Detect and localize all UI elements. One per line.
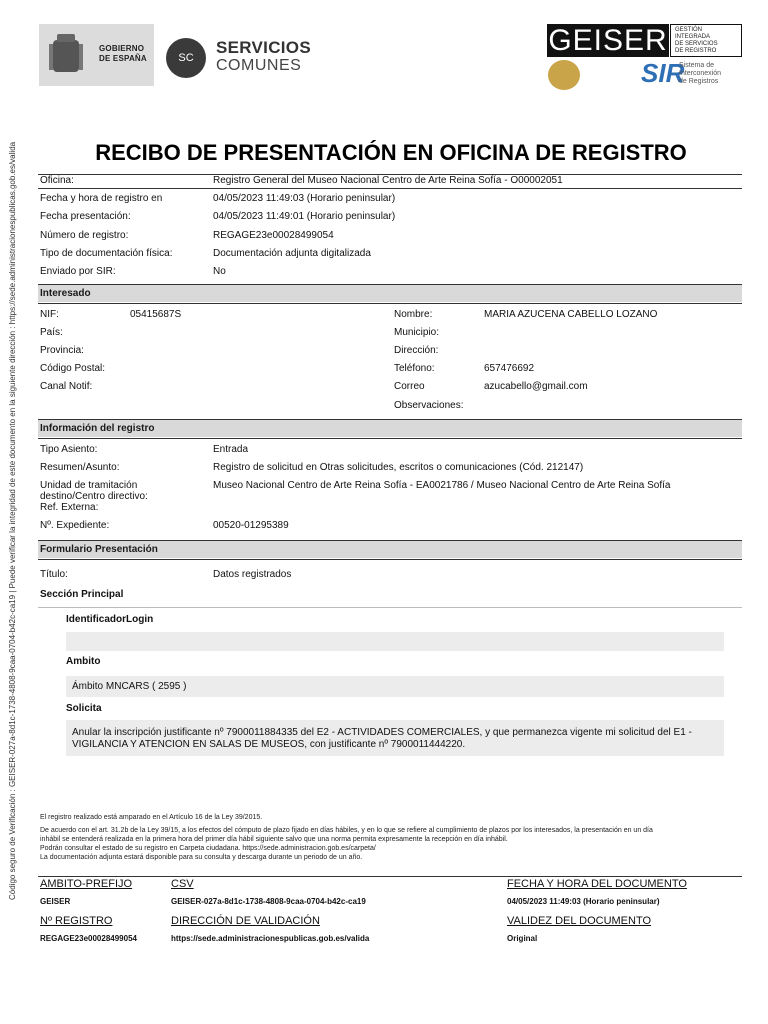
- section-interesado: Interesado: [38, 284, 742, 302]
- interesado-value: azucabello@gmail.com: [484, 381, 588, 392]
- registro-label: Fecha presentación:: [40, 211, 131, 222]
- footer-value: Original: [507, 934, 538, 943]
- footer-heading: CSV: [171, 878, 194, 890]
- legal-text: El registro realizado está amparado en el Artículo 16 de la Ley 39/2015.: [40, 814, 263, 821]
- gobierno-text: GOBIERNO DE ESPAÑA: [99, 44, 147, 63]
- page-title: RECIBO DE PRESENTACIÓN EN OFICINA DE REGISTRO: [95, 140, 687, 165]
- geiser-subtitle: GESTIÓN INTEGRADA DE SERVICIOS DE REGISTRO: [670, 24, 742, 57]
- field-value: Ámbito MNCARS ( 2595 ): [72, 681, 187, 692]
- registro-label: Oficina:: [40, 175, 74, 186]
- info-label: Resumen/Asunto:: [40, 462, 120, 473]
- gobierno-logo: [39, 24, 154, 86]
- side-verification-text: Código seguro de Verificación : GEISER-027a-8d1c-1738-4808-9caa-0704-b42c-ca19 | Puede verificar la integridad de este documento en la siguiente dirección : https://sede.administracionespublicas.gob.es/valida: [8, 141, 17, 900]
- section-principal: Sección Principal: [40, 589, 124, 600]
- interesado-label: Provincia:: [40, 345, 84, 356]
- form-label: Título:: [40, 569, 68, 580]
- interesado-label: País:: [40, 327, 63, 338]
- registro-label: Fecha y hora de registro en: [40, 193, 163, 204]
- field-box: [66, 632, 724, 651]
- registro-value: REGAGE23e00028499054: [213, 230, 334, 241]
- divider: [38, 607, 742, 608]
- form-value: Datos registrados: [213, 569, 292, 580]
- interesado-value: 05415687S: [130, 309, 182, 320]
- footer-value: GEISER: [40, 897, 71, 906]
- servicios-comunes-icon: SC: [166, 38, 206, 78]
- registro-value: Registro General del Museo Nacional Centro de Arte Reina Sofía - O00002051: [213, 175, 563, 186]
- info-label: Nº. Expediente:: [40, 520, 110, 531]
- registro-value: 04/05/2023 11:49:03 (Horario peninsular): [213, 193, 396, 204]
- divider: [38, 188, 742, 189]
- interesado-label: Código Postal:: [40, 363, 106, 374]
- registro-label: Enviado por SIR:: [40, 266, 116, 277]
- interesado-label: Correo: [394, 381, 425, 392]
- footer-heading: Nº REGISTRO: [40, 915, 113, 927]
- footer-heading: AMBITO-PREFIJO: [40, 878, 133, 890]
- info-value: Registro de solicitud en Otras solicitudes, escritos o comunicaciones (Cód. 212147): [213, 462, 584, 473]
- interesado-label: Dirección:: [394, 345, 439, 356]
- comunes-text: COMUNES: [216, 57, 302, 74]
- legal-text: De acuerdo con el art. 31.2b de la Ley 39/15, a los efectos del cómputo de plazo fijado en días hábiles, y en lo que se refiere al cumplimiento de plazos por los interesados, la presentación en un día inhábil se entenderá realizada en la primera hora del primer día hábil siguiente salvo que una norma permita expresamente la recepción en día inhábil. Podrán consultar el estado de su registro en Carpeta ciudadana. https://sede.administracion.gob.es/carpeta/ La documentación adjunta estará disponible para su consulta y descarga durante un periodo de un año.: [40, 827, 653, 861]
- info-label: Tipo Asiento:: [40, 444, 98, 455]
- interesado-label: Observaciones:: [394, 400, 464, 411]
- registro-value: Documentación adjunta digitalizada: [213, 248, 371, 259]
- sir-logo: SIR: [641, 58, 685, 88]
- sir-subtitle: Sistema de Interconexión de Registros: [679, 62, 722, 85]
- interesado-label: NIF:: [40, 309, 59, 320]
- registro-value: No: [213, 266, 226, 277]
- info-value: Entrada: [213, 444, 249, 455]
- footer-heading: VALIDEZ DEL DOCUMENTO: [507, 915, 652, 927]
- registro-label: Número de registro:: [40, 230, 129, 241]
- divider: [38, 559, 742, 560]
- field-label: Ambito: [66, 656, 101, 667]
- divider: [38, 303, 742, 304]
- field-label: Solicita: [66, 703, 102, 714]
- coat-of-arms-icon: [49, 32, 83, 78]
- interesado-label: Canal Notif:: [40, 381, 93, 392]
- interesado-label: Nombre:: [394, 309, 433, 320]
- interesado-value: MARIA AZUCENA CABELLO LOZANO: [484, 309, 658, 320]
- interesado-label: Municipio:: [394, 327, 440, 338]
- interesado-value: 657476692: [484, 363, 535, 374]
- registro-value: 04/05/2023 11:49:01 (Horario peninsular): [213, 211, 396, 222]
- divider: [38, 438, 742, 439]
- gold-emblem-icon: [548, 60, 580, 90]
- info-value: Museo Nacional Centro de Arte Reina Sofía - EA0021786 / Museo Nacional Centro de Arte Reina Sofía: [213, 480, 671, 491]
- footer-value[interactable]: https://sede.administracionespublicas.gob.es/valida: [171, 934, 370, 943]
- geiser-logo: GEISER: [548, 24, 668, 57]
- footer-value: GEISER-027a-8d1c-1738-4808-9caa-0704-b42c-ca19: [171, 897, 366, 906]
- field-label: IdentificadorLogin: [66, 614, 154, 625]
- servicios-text: SERVICIOS: [216, 38, 311, 57]
- field-value: Anular la inscripción justificante nº 7900011884335 del E2 - ACTIVIDADES COMERCIALES, y que permanezca vigente mi solicitud del E1 - VIGILANCIA Y ATENCION EN SALAS DE MUSEOS, con justificante nº 7900011444220.: [72, 727, 692, 750]
- section-informacion: Información del registro: [38, 419, 742, 437]
- divider: [38, 876, 742, 877]
- info-label: Unidad de tramitación destino/Centro directivo: Ref. Externa:: [40, 480, 148, 513]
- footer-heading: FECHA Y HORA DEL DOCUMENTO: [507, 878, 687, 890]
- section-formulario: Formulario Presentación: [38, 540, 742, 558]
- registro-label: Tipo de documentación física:: [40, 248, 173, 259]
- footer-heading: DIRECCIÓN DE VALIDACIÓN: [171, 915, 320, 927]
- info-value: 00520-01295389: [213, 520, 289, 531]
- footer-value: REGAGE23e00028499054: [40, 934, 137, 943]
- interesado-label: Teléfono:: [394, 363, 435, 374]
- footer-value: 04/05/2023 11:49:03 (Horario peninsular): [507, 897, 660, 906]
